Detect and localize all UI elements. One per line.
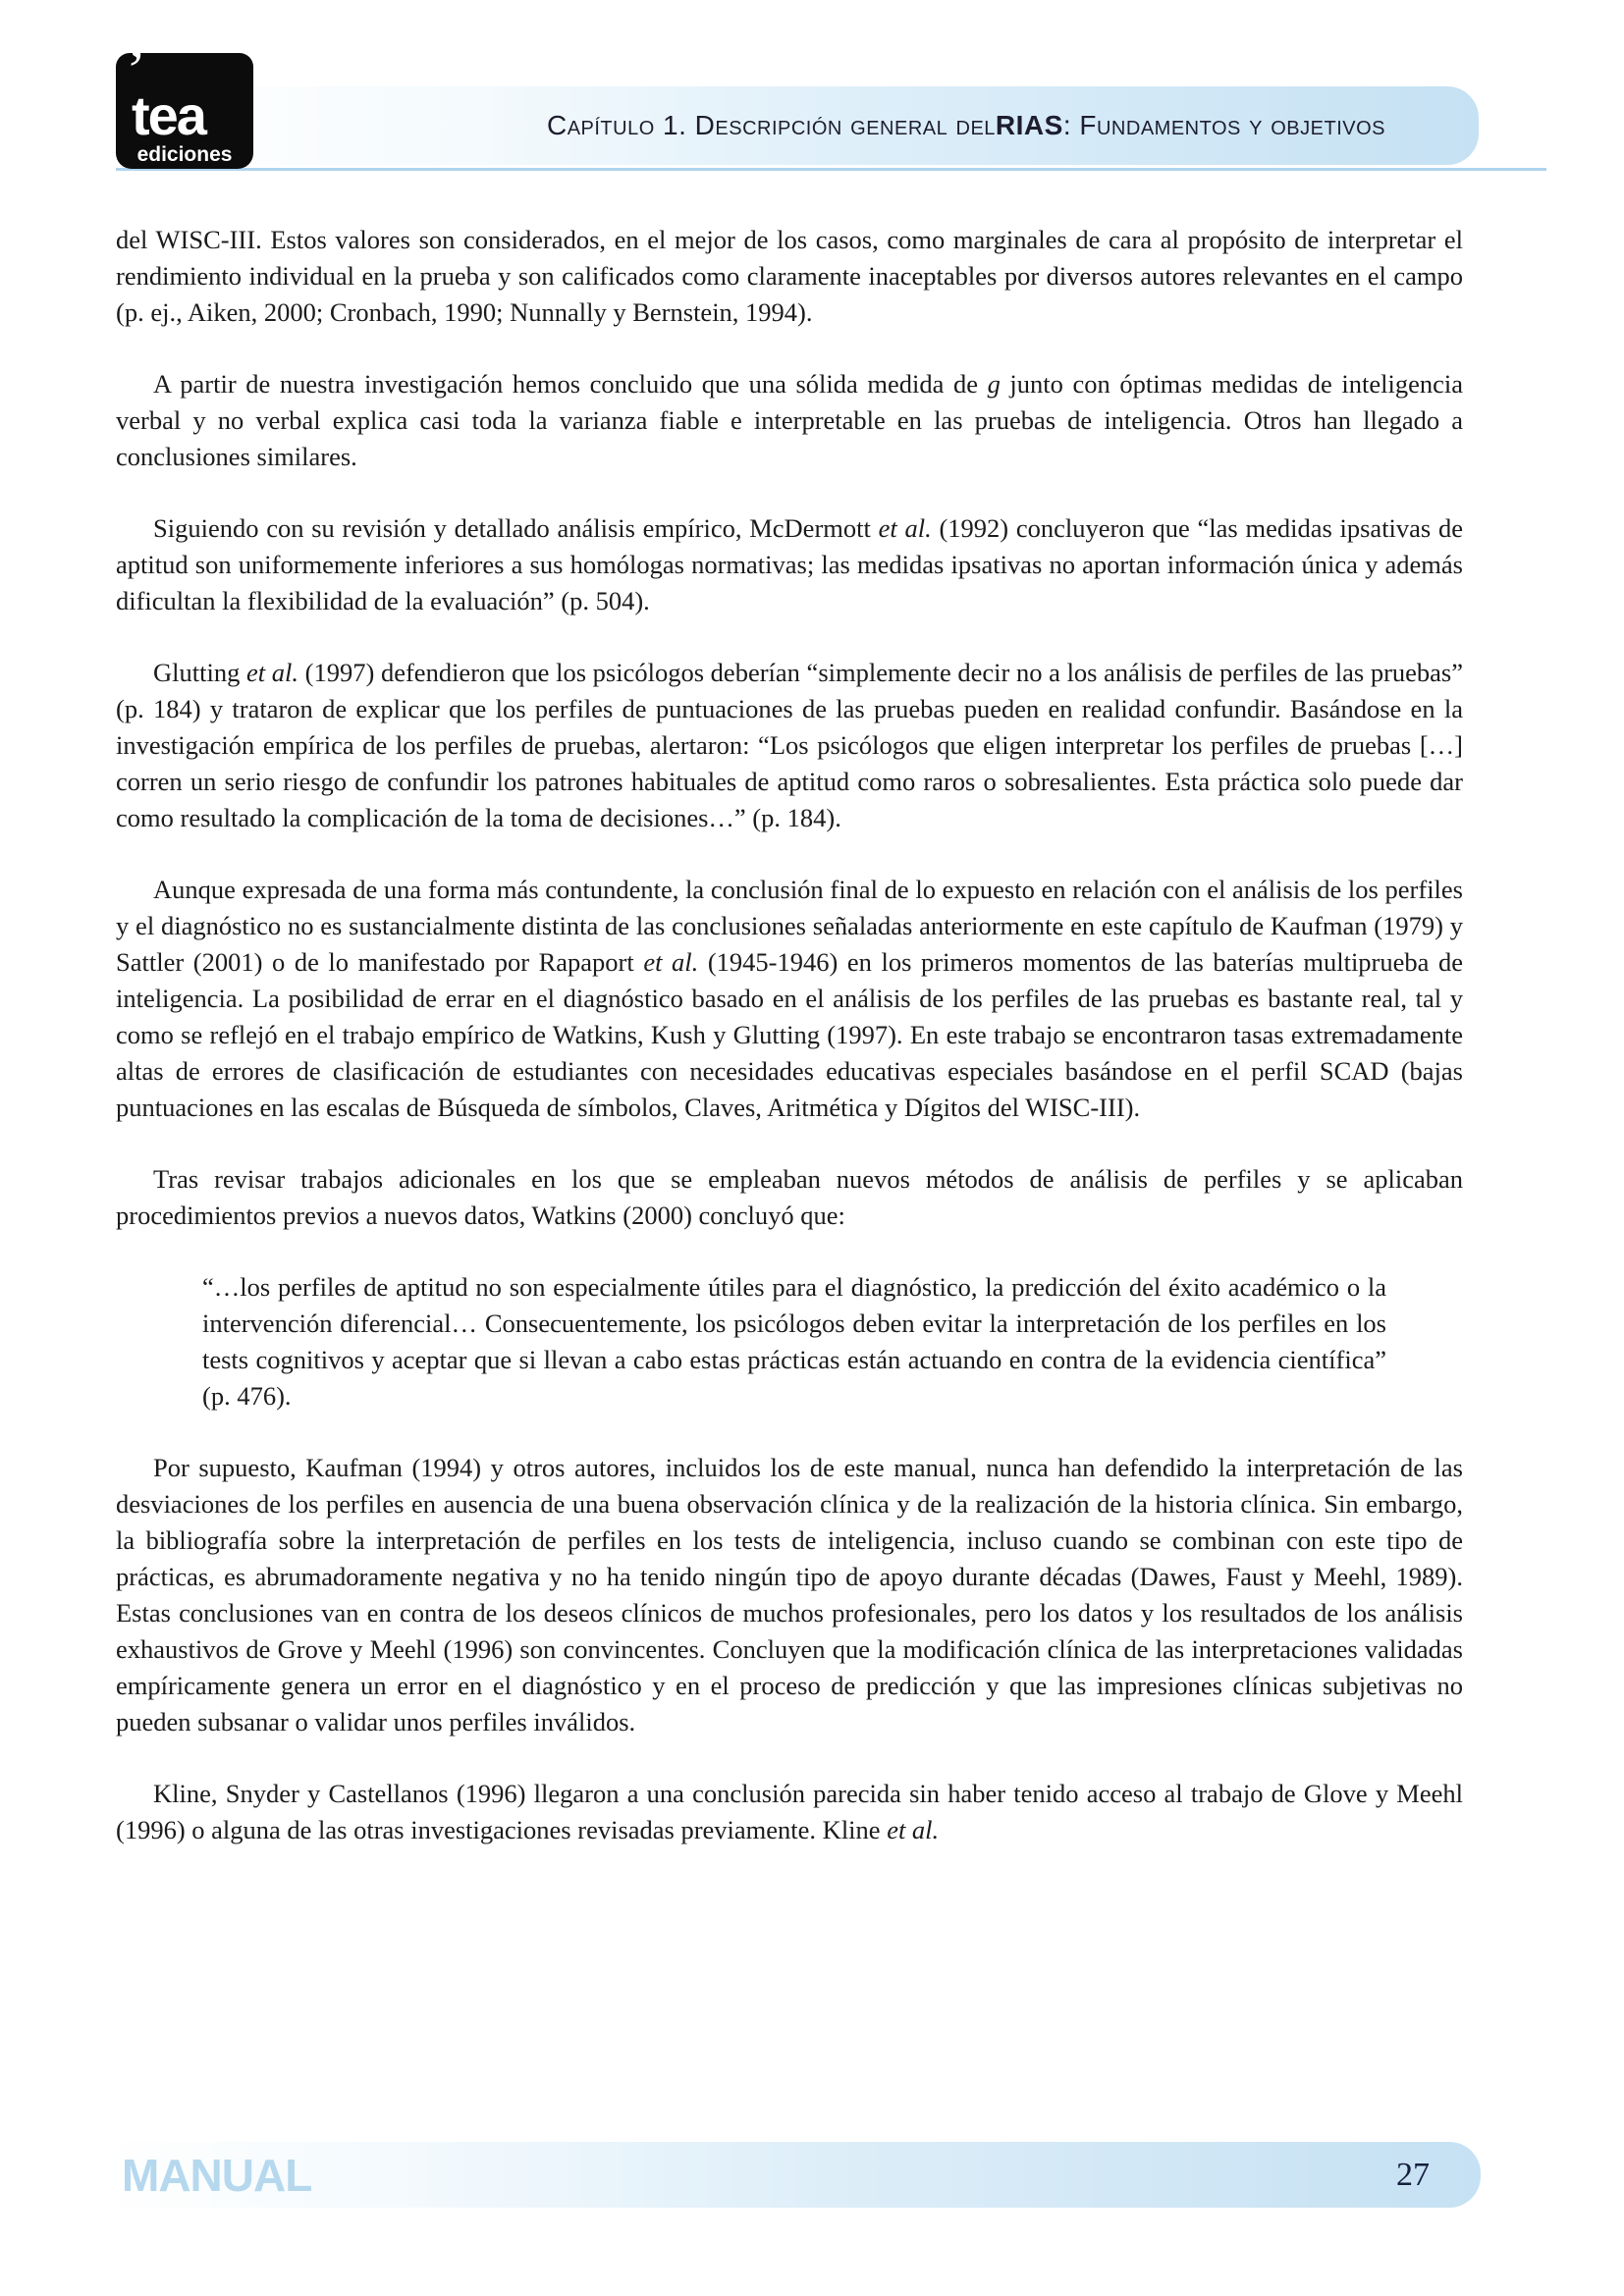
paragraph: del WISC-III. Estos valores son considerados, en el mejor de los casos, como marginales de cara al propósito de interpretar el rendimiento individual en la prueba y son calificados como claramente inaceptables por diversos autores relevantes en el campo (p. ej., Aiken, 2000; Cronbach, 1990; Nunnally y Bernstein, 1994). [116, 225, 1463, 327]
paragraph: Kline, Snyder y Castellanos (1996) llegaron a una conclusión parecida sin haber tenido acceso al trabajo de Glove y Meehl (1996) o alguna de las otras investigaciones revisadas previamente. Kline et al. [116, 1779, 1463, 1844]
publisher-logo [116, 35, 253, 169]
paragraph: Glutting et al. (1997) defendieron que los psicólogos deberían “simplemente decir no a los análisis de perfiles de las pruebas” (p. 184) y trataron de explicar que los perfiles de puntuaciones de las pruebas pueden en realidad confundir. Basándose en la investigación empírica de los perfiles de pruebas, alertaron: “Los psicólogos que eligen interpretar los perfiles de pruebas […] corren un serio riesgo de confundir los patrones habituales de aptitud como raros o sobresalientes. Esta práctica solo puede dar como resultado la complicación de la toma de decisiones…” (p. 184). [116, 658, 1463, 832]
paragraph: Tras revisar trabajos adicionales en los que se empleaban nuevos métodos de análisis de perfiles y se aplicaban procedimientos previos a nuevos datos, Watkins (2000) concluyó que: [116, 1164, 1463, 1230]
paragraph: Por supuesto, Kaufman (1994) y otros autores, incluidos los de este manual, nunca han defendido la interpretación de las desviaciones de los perfiles en ausencia de una buena observación clínica y de la realización de la historia clínica. Sin embargo, la bibliografía sobre la interpretación de perfiles en los tests de inteligencia, incluso cuando se combinan con este tipo de prácticas, es abrumadoramente negativa y no ha tenido ningún tipo de apoyo durante décadas (Dawes, Faust y Meehl, 1989). Estas conclusiones van en contra de los deseos clínicos de muchos profesionales, pero los datos y los resultados de los análisis exhaustivos de Grove y Meehl (1996) son convincentes. Concluyen que la modificación clínica de las interpretaciones validadas empíricamente genera un error en el diagnóstico y en el proceso de predicción y que las impresiones clínicas subjetivas no pueden subsanar o validar unos perfiles inválidos. [116, 1453, 1463, 1736]
footer-band [98, 2142, 1481, 2208]
page-number: 27 [1396, 2156, 1430, 2193]
manual-label: MANUAL [122, 2149, 312, 2201]
chapter-title: Capítulo 1. Descripción general del RIAS : Fundamentos y objetivos [546, 110, 1385, 140]
paragraph: Aunque expresada de una forma más contundente, la conclusión final de lo expuesto en relación con el análisis de los perfiles y el diagnóstico no es sustancialmente distinta de las conclusiones señaladas anteriormente en este capítulo de Kaufman (1979) y Sattler (2001) o de lo manifestado por Rapaport et al. (1945-1946) en los primeros momentos de las baterías multiprueba de inteligencia. La posibilidad de errar en el diagnóstico basado en el análisis de los perfiles de las pruebas es bastante real, tal y como se reflejó en el trabajo empírico de Watkins, Kush y Glutting (1997). En este trabajo se encontraron tasas extremadamente altas de errores de clasificación de estudiantes con necesidades educativas especiales basándose en el perfil SCAD (bajas puntuaciones en las escalas de Búsqueda de símbolos, Claves, Aritmética y Dígitos del WISC-III). [116, 875, 1463, 1122]
paragraph: A partir de nuestra investigación hemos concluido que una sólida medida de g junto con óptimas medidas de inteligencia verbal y no verbal explica casi toda la varianza fiable e interpretable en las pruebas de inteligencia. Otros han llegado a conclusiones similares. [116, 369, 1463, 471]
paragraph: Siguiendo con su revisión y detallado análisis empírico, McDermott et al. (1992) concluyeron que “las medidas ipsativas de aptitud son uniformemente inferiores a sus homólogas normativas; las medidas ipsativas no aportan información única y además dificultan la flexibilidad de la evaluación” (p. 504). [116, 513, 1463, 615]
header-underline [116, 168, 1546, 171]
header-band [147, 86, 1479, 165]
logo-subtitle-text: ediciones [136, 143, 233, 166]
block-quote: “…los perfiles de aptitud no son especialmente útiles para el diagnóstico, la predicción del éxito académico o la intervención diferencial… Consecuentemente, los psicólogos deben evitar la interpretación de los perfiles en los tests cognitivos y aceptar que si llevan a cabo estas prácticas están actuando en contra de la evidencia científica” (p. 476). [202, 1272, 1386, 1411]
logo-apostrophe-icon: ’ [126, 35, 147, 105]
body-text [116, 222, 1463, 2116]
logo-brand-text: tea [132, 84, 205, 146]
